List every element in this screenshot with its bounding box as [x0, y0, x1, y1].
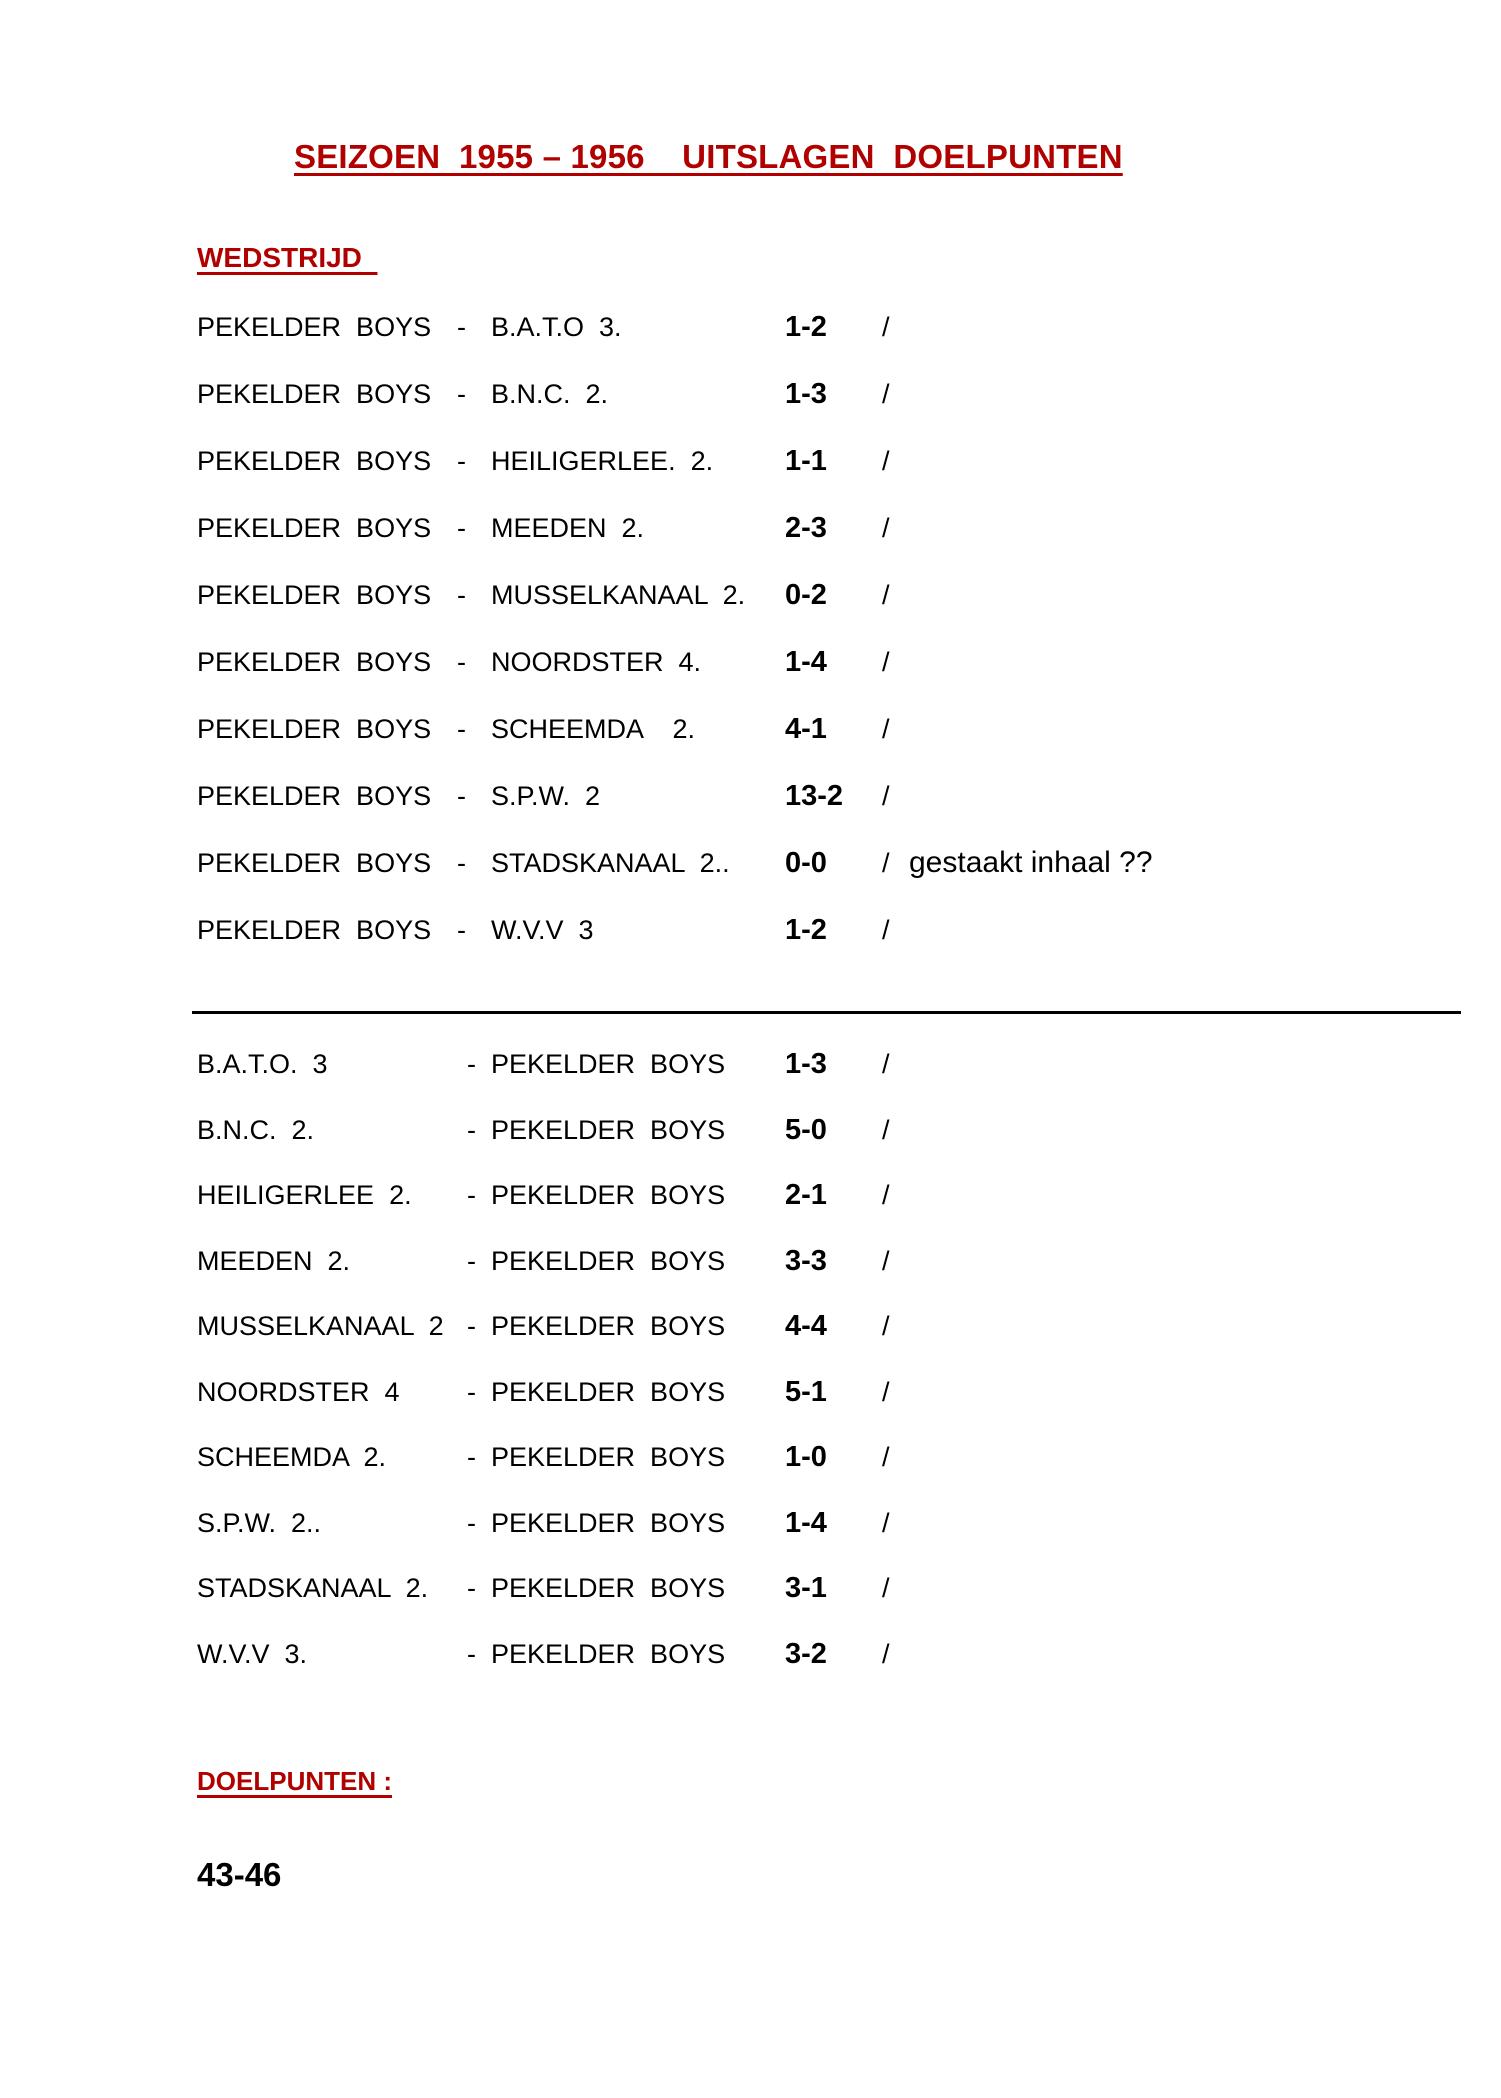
away-team: PEKELDER BOYS — [491, 1507, 726, 1538]
slash-mark: / — [882, 312, 890, 342]
match-score: 0-2 — [785, 579, 827, 611]
home-team: MUSSELKANAAL 2 — [197, 1311, 444, 1341]
away-team: PEKELDER BOYS — [491, 1114, 726, 1145]
slash-mark: / — [882, 1376, 890, 1407]
match-score: 1-4 — [785, 1506, 827, 1539]
page-title: SEIZOEN 1955 – 1956 UITSLAGEN DOELPUNTEN — [294, 138, 1123, 175]
home-team: STADSKANAAL 2. — [197, 1573, 429, 1603]
match-score: 1-3 — [785, 1048, 827, 1080]
home-team: HEILIGERLEE 2. — [197, 1180, 412, 1210]
match-score: 1-1 — [785, 445, 827, 477]
away-team: PEKELDER BOYS — [491, 1573, 726, 1603]
home-team: NOORDSTER 4 — [197, 1376, 400, 1407]
doelpunten-total: 43-46 — [197, 1856, 282, 1893]
slash-mark: / — [882, 1049, 890, 1079]
home-team: W.V.V 3. — [197, 1638, 308, 1669]
match-score: 4-4 — [785, 1310, 827, 1342]
away-team: S.P.W. 2 — [491, 781, 601, 811]
home-team: PEKELDER BOYS — [197, 647, 432, 677]
away-team: STADSKANAAL 2.. — [491, 848, 730, 878]
home-team: MEEDEN 2. — [197, 1245, 351, 1276]
match-score: 5-0 — [785, 1113, 827, 1146]
match-score: 3-1 — [785, 1572, 827, 1604]
home-team: PEKELDER BOYS — [197, 781, 432, 811]
away-team: PEKELDER BOYS — [491, 1049, 726, 1079]
separator-dash: - — [457, 647, 466, 677]
home-team: PEKELDER BOYS — [197, 848, 432, 878]
doelpunten-heading: DOELPUNTEN : — [197, 1766, 392, 1796]
slash-mark: / — [882, 1114, 890, 1145]
slash-mark: / — [882, 714, 890, 744]
away-team: SCHEEMDA 2. — [491, 714, 696, 744]
match-score: 3-2 — [785, 1637, 827, 1670]
separator-dash: - — [457, 848, 466, 878]
away-team: HEILIGERLEE. 2. — [491, 446, 714, 476]
slash-mark: / — [882, 915, 890, 945]
slash-mark: / — [882, 1442, 890, 1472]
slash-mark: / — [882, 446, 890, 476]
home-team: PEKELDER BOYS — [197, 379, 432, 409]
separator-dash: - — [457, 714, 466, 744]
separator-dash: - — [467, 1311, 476, 1341]
separator-dash: - — [467, 1376, 476, 1407]
separator-dash: - — [457, 446, 466, 476]
match-score: 4-1 — [785, 713, 827, 745]
wedstrijd-heading: WEDSTRIJD — [197, 242, 378, 273]
section-divider — [192, 1011, 1461, 1014]
match-score: 2-3 — [785, 512, 827, 544]
home-team: PEKELDER BOYS — [197, 513, 432, 543]
separator-dash: - — [467, 1180, 476, 1210]
slash-mark: / — [882, 513, 890, 543]
match-score: 1-0 — [785, 1441, 827, 1473]
home-team: PEKELDER BOYS — [197, 915, 432, 945]
separator-dash: - — [457, 312, 466, 342]
separator-dash: - — [457, 513, 466, 543]
match-score: 1-4 — [785, 646, 827, 678]
separator-dash: - — [467, 1573, 476, 1603]
match-score: 5-1 — [785, 1375, 827, 1408]
home-team: PEKELDER BOYS — [197, 446, 432, 476]
match-score: 13-2 — [785, 780, 844, 812]
home-team: S.P.W. 2.. — [197, 1507, 322, 1538]
slash-mark: / — [882, 1180, 890, 1210]
separator-dash: - — [457, 580, 466, 610]
away-team: B.N.C. 2. — [491, 379, 609, 409]
slash-mark: / — [882, 379, 890, 409]
away-team: PEKELDER BOYS — [491, 1376, 726, 1407]
match-score: 3-3 — [785, 1244, 827, 1277]
separator-dash: - — [467, 1442, 476, 1472]
away-team: MUSSELKANAAL 2. — [491, 580, 746, 610]
separator-dash: - — [457, 379, 466, 409]
match-score: 0-0 — [785, 847, 827, 879]
match-note: gestaakt inhaal ?? — [909, 846, 1153, 879]
separator-dash: - — [467, 1245, 476, 1276]
slash-mark: / — [882, 848, 890, 878]
separator-dash: - — [467, 1507, 476, 1538]
away-team: PEKELDER BOYS — [491, 1180, 726, 1210]
away-team: PEKELDER BOYS — [491, 1442, 726, 1472]
away-team: B.A.T.O 3. — [491, 312, 622, 342]
separator-dash: - — [467, 1638, 476, 1669]
slash-mark: / — [882, 580, 890, 610]
away-team: MEEDEN 2. — [491, 513, 645, 543]
home-team: SCHEEMDA 2. — [197, 1442, 387, 1472]
match-score: 1-3 — [785, 378, 827, 410]
home-team: B.A.T.O. 3 — [197, 1049, 328, 1079]
home-team: B.N.C. 2. — [197, 1114, 315, 1145]
separator-dash: - — [457, 781, 466, 811]
match-score: 2-1 — [785, 1179, 827, 1211]
slash-mark: / — [882, 1507, 890, 1538]
home-team: PEKELDER BOYS — [197, 714, 432, 744]
away-team: PEKELDER BOYS — [491, 1311, 726, 1341]
separator-dash: - — [467, 1114, 476, 1145]
slash-mark: / — [882, 1245, 890, 1276]
slash-mark: / — [882, 1311, 890, 1341]
away-team: W.V.V 3 — [491, 915, 594, 945]
slash-mark: / — [882, 1638, 890, 1669]
home-team: PEKELDER BOYS — [197, 312, 432, 342]
separator-dash: - — [467, 1049, 476, 1079]
away-team: NOORDSTER 4. — [491, 647, 702, 677]
separator-dash: - — [457, 915, 466, 945]
match-score: 1-2 — [785, 914, 827, 946]
match-score: 1-2 — [785, 311, 827, 343]
home-team: PEKELDER BOYS — [197, 580, 432, 610]
away-team: PEKELDER BOYS — [491, 1638, 726, 1669]
slash-mark: / — [882, 1573, 890, 1603]
slash-mark: / — [882, 647, 890, 677]
away-team: PEKELDER BOYS — [491, 1245, 726, 1276]
slash-mark: / — [882, 781, 890, 811]
